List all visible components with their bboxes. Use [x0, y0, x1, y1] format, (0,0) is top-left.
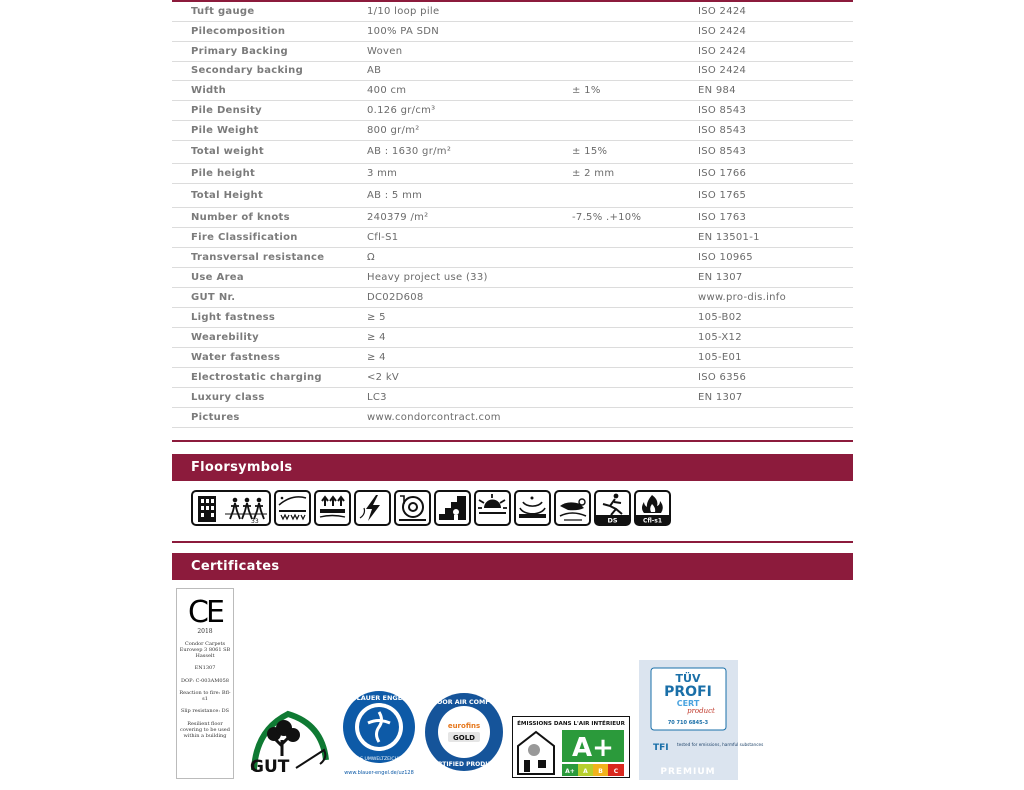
gut-text: GUT: [250, 756, 290, 777]
spec-tolerance: [572, 327, 698, 347]
heavy-use-33-icon: [191, 490, 271, 526]
spec-value: 240379 /m²: [367, 207, 572, 227]
spec-row: [172, 80, 853, 100]
spec-key: Width: [172, 80, 367, 100]
spec-tolerance: [572, 367, 698, 387]
spec-tolerance: ± 2 mm: [572, 163, 698, 183]
ce-dop: DOP: C-003AM058: [181, 677, 229, 684]
spec-norm: ISO 2424: [698, 21, 853, 41]
spec-key: Pilecomposition: [172, 21, 367, 41]
spec-tolerance: [572, 407, 698, 427]
fire-label: Cfl-s1: [642, 517, 663, 524]
ce-norm: EN1307: [194, 665, 216, 672]
spec-norm: EN 1307: [698, 267, 853, 287]
antistatic-icon: [354, 490, 391, 526]
spec-key: Use Area: [172, 267, 367, 287]
spec-tolerance: [572, 347, 698, 367]
spec-key: Pile height: [172, 163, 367, 183]
spec-tolerance: [572, 247, 698, 267]
spec-norm: ISO 2424: [698, 61, 853, 80]
spec-key: GUT Nr.: [172, 287, 367, 307]
spec-value: 800 gr/m²: [367, 120, 572, 140]
spec-row: [172, 327, 853, 347]
use-class-label: 33: [251, 517, 259, 525]
certificates-header: Certificates: [172, 553, 853, 580]
spec-row: [172, 207, 853, 227]
product-text: product: [687, 706, 715, 715]
spec-key: Primary Backing: [172, 41, 367, 61]
spec-key: Transversal resistance: [172, 247, 367, 267]
spec-norm: ISO 2424: [698, 2, 853, 21]
spec-tolerance: [572, 307, 698, 327]
slip-ds-icon: [594, 490, 631, 526]
spec-row: [172, 100, 853, 120]
spec-value: AB : 5 mm: [367, 183, 572, 207]
spec-value: LC3: [367, 387, 572, 407]
spec-tolerance: [572, 41, 698, 61]
spec-tolerance: ± 15%: [572, 140, 698, 163]
ce-mark: CE: [188, 594, 222, 630]
continuous-use-icon: [434, 490, 471, 526]
certificates-row: [172, 580, 853, 790]
emissions-grade: A+: [572, 732, 614, 763]
ce-address: Condor Carpets Eurowep 3 8061 SB Hasselt: [179, 640, 231, 659]
spec-norm: ISO 2424: [698, 41, 853, 61]
acoustic-icon: [514, 490, 551, 526]
spec-norm: ISO 1765: [698, 183, 853, 207]
spec-key: Total weight: [172, 140, 367, 163]
spec-key: Water fastness: [172, 347, 367, 367]
spec-row: [172, 367, 853, 387]
spec-row: [172, 287, 853, 307]
spec-norm: [698, 407, 853, 427]
spec-key: Light fastness: [172, 307, 367, 327]
spec-row: [172, 247, 853, 267]
spec-value: 100% PA SDN: [367, 21, 572, 41]
spec-norm: 105-E01: [698, 347, 853, 367]
spec-value: ≥ 5: [367, 307, 572, 327]
tuv-text: TÜV: [675, 671, 701, 685]
emissions-title: ÉMISSIONS DANS L'AIR INTÉRIEUR: [517, 720, 625, 727]
spec-key: Pile Weight: [172, 120, 367, 140]
spec-tolerance: [572, 267, 698, 287]
spec-norm: ISO 8543: [698, 120, 853, 140]
spec-row: [172, 267, 853, 287]
scale-b: B: [598, 767, 603, 775]
spec-row: [172, 183, 853, 207]
blauer-engel-bottom: DAS UMWELTZEICHEN: [353, 756, 405, 762]
spec-tolerance: [572, 287, 698, 307]
ce-year: 2018: [197, 627, 213, 635]
spec-value: 3 mm: [367, 163, 572, 183]
section-divider: [172, 428, 853, 442]
spec-value: 0.126 gr/cm³: [367, 100, 572, 120]
eurofins-brand: eurofins: [447, 721, 481, 730]
tuv-tested: tested for emissions, harmful substances: [677, 741, 764, 747]
spec-norm: EN 13501-1: [698, 227, 853, 247]
spec-key: Wearebility: [172, 327, 367, 347]
ce-fire: Reaction to fire: Bfl-s1: [179, 689, 231, 702]
spec-key: Pictures: [172, 407, 367, 427]
specs-table: [172, 2, 853, 428]
spec-row: [172, 407, 853, 427]
tuv-number: 70 710 6845-3: [667, 719, 709, 726]
tfi-text: TFI: [653, 742, 669, 753]
spec-value: <2 kV: [367, 367, 572, 387]
floorsymbols-row: [172, 481, 853, 526]
spec-tolerance: [572, 21, 698, 41]
spec-value: ≥ 4: [367, 347, 572, 367]
spec-norm: EN 984: [698, 80, 853, 100]
spec-key: Tuft gauge: [172, 2, 367, 21]
spec-value: ≥ 4: [367, 327, 572, 347]
slip-resistance-icon: [554, 490, 591, 526]
indoor-air-bottom: CERTIFIED PRODUCT: [429, 760, 499, 768]
spec-tolerance: [572, 227, 698, 247]
spec-key: Pile Density: [172, 100, 367, 120]
gut-logo: [246, 710, 330, 780]
spec-tolerance: [572, 100, 698, 120]
page-content: [172, 0, 853, 790]
spec-row: [172, 307, 853, 327]
spec-value: AB: [367, 61, 572, 80]
indoor-air-comfort-logo: [424, 692, 504, 774]
spec-tolerance: [572, 387, 698, 407]
spec-norm: ISO 8543: [698, 140, 853, 163]
blauer-engel-url: www.blauer-engel.de/uz128: [344, 769, 414, 776]
blauer-engel-top: BLAUER ENGEL: [351, 693, 407, 702]
spec-row: [172, 61, 853, 80]
spec-tolerance: -7.5% .+10%: [572, 207, 698, 227]
emissions-label-logo: [512, 716, 630, 778]
underfloor-heating-icon: [274, 490, 311, 526]
profi-text: PROFI: [664, 683, 712, 700]
fire-cfl-s1-icon: [634, 490, 671, 526]
spec-value: Heavy project use (33): [367, 267, 572, 287]
tuv-profi-cert-logo: [639, 660, 764, 780]
spec-norm[interactable]: www.pro-dis.info: [698, 287, 853, 307]
spec-norm: ISO 8543: [698, 100, 853, 120]
spec-value: 1/10 loop pile: [367, 2, 572, 21]
spec-norm: 105-B02: [698, 307, 853, 327]
spec-row: [172, 347, 853, 367]
spec-row: [172, 120, 853, 140]
spec-row: [172, 140, 853, 163]
spec-tolerance: [572, 183, 698, 207]
spec-key: Secondary backing: [172, 61, 367, 80]
spec-value: 400 cm: [367, 80, 572, 100]
cert-text: CERT: [676, 698, 700, 708]
spec-tolerance: [572, 120, 698, 140]
spec-row: [172, 21, 853, 41]
indoor-air-level: GOLD: [453, 733, 475, 742]
spec-value: Woven: [367, 41, 572, 61]
blauer-engel-logo: [342, 690, 416, 778]
spec-norm: ISO 10965: [698, 247, 853, 267]
spec-value[interactable]: www.condorcontract.com: [367, 407, 572, 427]
floorsymbols-header: Floorsymbols: [172, 454, 853, 481]
castor-chair-icon: [394, 490, 431, 526]
spec-norm: EN 1307: [698, 387, 853, 407]
spec-norm: 105-X12: [698, 327, 853, 347]
stairs-suitable-icon: [314, 490, 351, 526]
spec-norm: ISO 1766: [698, 163, 853, 183]
spec-value: Cfl-S1: [367, 227, 572, 247]
spec-key: Number of knots: [172, 207, 367, 227]
light-fastness-icon: [474, 490, 511, 526]
spec-key: Total Height: [172, 183, 367, 207]
spec-value: AB : 1630 gr/m²: [367, 140, 572, 163]
scale-aplus: A+: [565, 767, 575, 775]
spec-value: DC02D608: [367, 287, 572, 307]
spec-norm: ISO 1763: [698, 207, 853, 227]
spec-row: [172, 227, 853, 247]
spec-tolerance: ± 1%: [572, 80, 698, 100]
premium-text: PREMIUM: [660, 766, 716, 777]
scale-c: C: [613, 767, 619, 775]
spec-row: [172, 41, 853, 61]
scale-a: A: [583, 767, 588, 775]
spec-key: Electrostatic charging: [172, 367, 367, 387]
ce-use: Resilient floor covering to be used within a building: [180, 720, 230, 739]
section-divider-2: [172, 526, 853, 543]
indoor-air-top: INDOOR AIR COMFORT: [424, 698, 504, 706]
spec-key: Fire Classification: [172, 227, 367, 247]
ds-label: DS: [607, 516, 618, 524]
ce-slip: Slip resistance: DS: [180, 708, 230, 715]
spec-norm: ISO 6356: [698, 367, 853, 387]
spec-tolerance: [572, 61, 698, 80]
spec-tolerance: [572, 2, 698, 21]
ce-label: [176, 588, 234, 779]
spec-row: [172, 163, 853, 183]
spec-row: [172, 2, 853, 21]
spec-row: [172, 387, 853, 407]
spec-value: Ω: [367, 247, 572, 267]
spec-key: Luxury class: [172, 387, 367, 407]
